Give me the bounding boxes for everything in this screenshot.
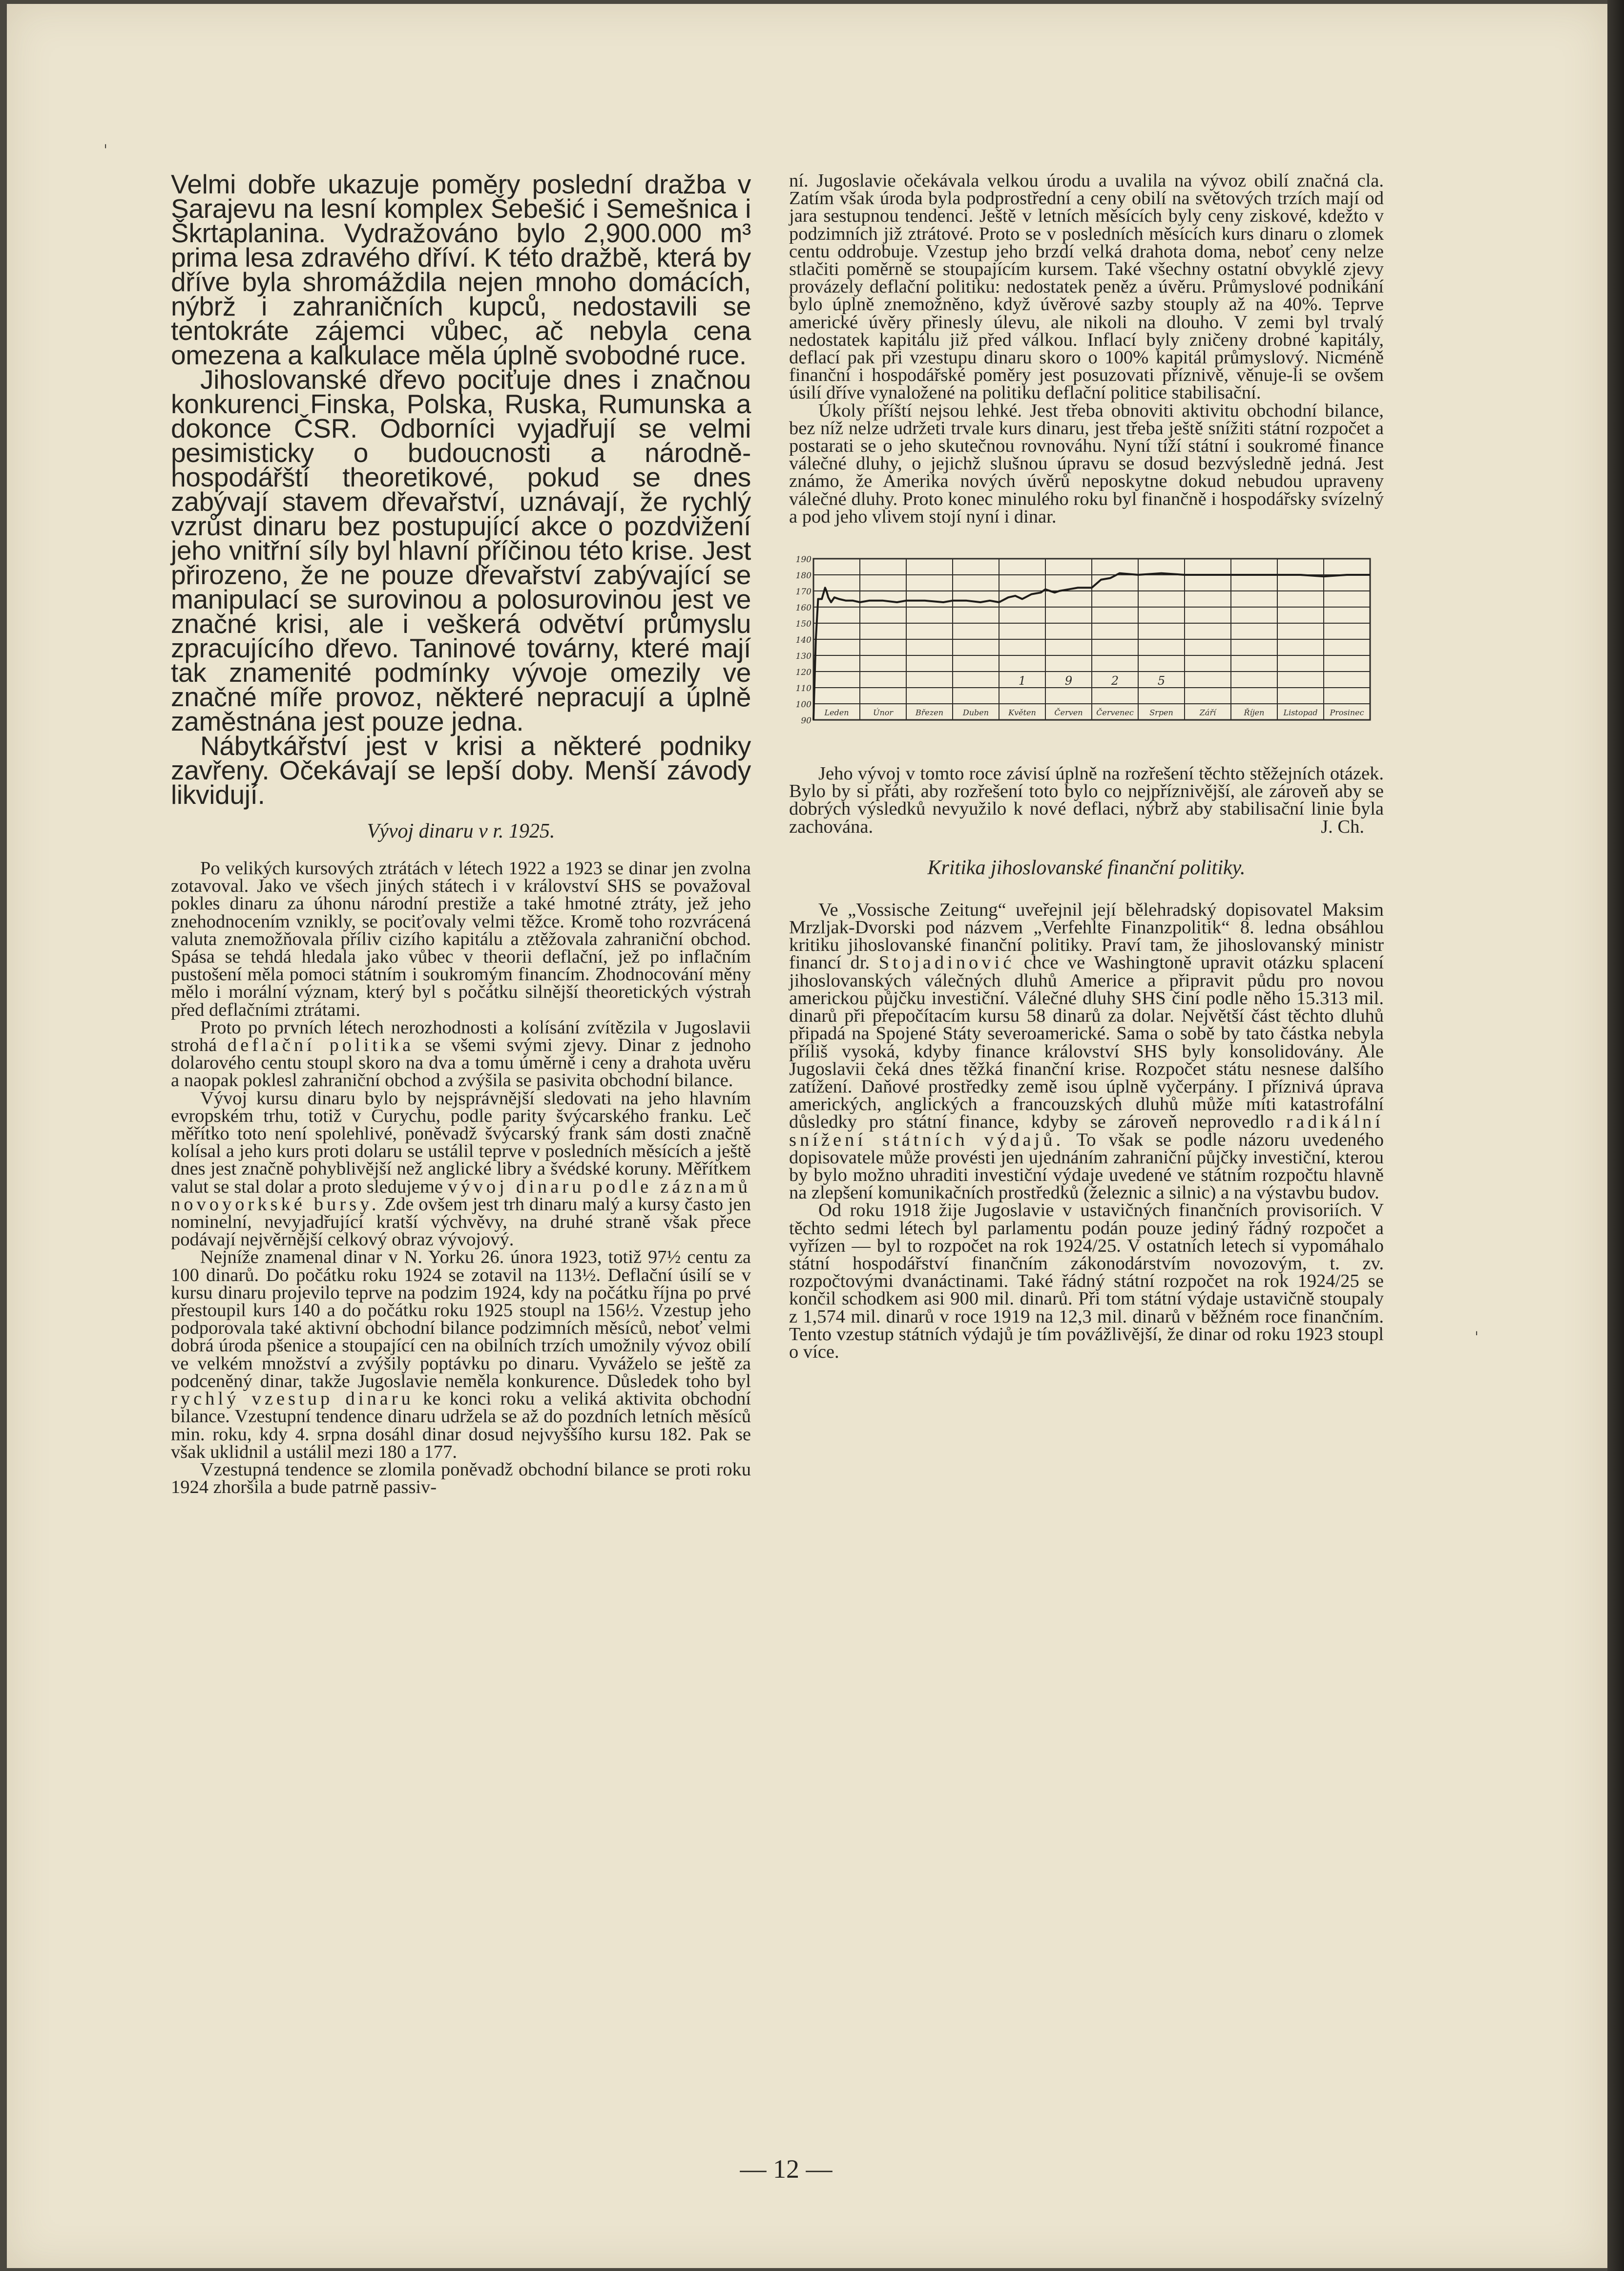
dinar-chart-svg: [789, 553, 1380, 743]
dinar-article: [171, 860, 751, 1496]
chart-year-digit: 9: [1064, 674, 1073, 688]
binding-edge: [1607, 0, 1624, 2271]
spaced-name: Stojadinović: [878, 952, 1015, 973]
chart-year-digit: 2: [1111, 674, 1119, 688]
chart-commentary: [789, 765, 1384, 836]
x-tick-label: Září: [1199, 708, 1216, 717]
x-tick-label: Květen: [1008, 708, 1036, 717]
y-tick-label: 100: [795, 700, 812, 710]
paragraph: Úkoly příští nejsou lehké. Jest třeba obnoviti aktivitu obchodní bilance, bez níž nelze udržeti trvale kurs dinaru, jest třeba ještě snížiti státní rozpočet a postarati se o jeho skutečnou rovnováhu. Nyní tíží státní i soukromé finance válečné dluhy, o jejichž slušnou úpravu se dosud bezvýsledně jedná. Jest známo, že Amerika nových úvěrů neposkytne dokud nebudou upraveny válečné dluhy. Proto konec minulého roku byl finančně i hospodářsky svízelný a pod jeho vlivem stojí nyní i dinar.: [789, 400, 1384, 527]
x-tick-label: Červenec: [1096, 708, 1134, 717]
x-tick-label: Říjen: [1244, 708, 1265, 717]
paragraph: ní. Jugoslavie očekávala velkou úrodu a uvalila na vývoz obilí značná cla. Zatím však úroda byla podprostřední a ceny obilí na světových trzích mají od jara sestupnou tendenci. Ještě v letních měsících byly ceny ziskové, kdežto v podzimních již ztrátové. Proto se v posledních měsících kurs dinaru o zlomek centu oddrobuje. Vzestup jeho brzdí velká drahota doma, neboť ceny nelze stlačiti poměrně se stoupajícím kursem. Také všechny ostatní obvyklé zjevy provázely deflační politiku: nedostatek peněz a úvěru. Průmyslové podnikání bylo úplně znemožněno, když úvěrové sazby stouply až na 40%. Teprve americké úvěry přinesly úlevu, ale nikoli na dlouho. V zemi byl trvalý nedostatek kapitálu již před válkou. Inflací byly zničeny drobné kapitály, deflací pak při vzestupu dinaru skoro o 100% kapitál průmyslový. Nicméně finanční i hospodářské poměry jest posuzovati příznivě, věnuje-li se ovšem úsilí dříve vynaložené na politiku deflační politice stabilisační.: [789, 170, 1384, 403]
chart-year-digit: 5: [1157, 674, 1166, 688]
y-tick-label: 190: [795, 555, 812, 565]
spaced-emphasis: deflační politika: [227, 1035, 415, 1056]
author-signature: J. Ch.: [1321, 816, 1364, 837]
intro-paragraph: Velmi dobře ukazuje poměry poslední dražba v Sarajevu na lesní komplex Šebešić i Semešnica i Škrtaplanina. Vydražováno bylo 2,900.000 m³ prima lesa zdravého dříví. K této dražbě, která by dříve byla shromáždila nejen mnoho domácích, nýbrž i zahraničních kupců, nedostavili se tentokráte zájemci vůbec, ač nebyla cena omezena a kalkulace měla úplně svobodné ruce.: [171, 169, 751, 370]
spaced-emphasis: radikální snížení státních výdajů.: [789, 1112, 1384, 1150]
y-tick-label: 160: [795, 603, 812, 613]
right-column: [789, 172, 1384, 1361]
y-tick-label: 130: [795, 652, 812, 662]
y-tick-label: 110: [795, 684, 812, 694]
criticism-article: [789, 901, 1384, 1361]
x-tick-label: Srpen: [1149, 708, 1173, 717]
section-heading: Kritika jihoslovanské finanční politiky.: [927, 856, 1246, 879]
intro-section: [171, 169, 751, 810]
left-column: [171, 169, 751, 1498]
x-tick-label: Únor: [873, 708, 894, 717]
paragraph: Vývoj kursu dinaru bylo by nejsprávnější sledovati na jeho hlavním evropském trhu, totiž v Curychu, podle parity švýcarského franku. Leč měřítko toto není spolehlivé, poněvadž švýcarský frank sám dosti značně kolísal a jeho kurs proti dolaru se ustálil teprve v posledních měsících a ještě dnes jest značně pohyblivější než anglické libry a švédské koruny. Měřítkem valut se stal dolar a proto sledujeme vývoj dinaru podle záznamů novoyorkské bursy. Zde ovšem jest trh dinaru malý a kursy často jen nominelní, nevyjadřující kratší výchvěvy, na druhé straně však přece podávají nejvěrnější celkový obraz vývojový.: [171, 1088, 751, 1250]
paragraph: Jeho vývoj v tomto roce závisí úplně na rozřešení těchto stěžejních otázek. Bylo by si přáti, aby rozřešení toto bylo co nejpříznivější, ale zároveň aby se dobrých výsledků nevyužilo k nové deflaci, nýbrž aby stabilisační linie byla zachována. J. Ch.: [789, 763, 1384, 837]
y-tick-label: 120: [795, 668, 812, 678]
section-heading: Vývoj dinaru v r. 1925.: [367, 820, 555, 842]
dinar-article-continued: [789, 172, 1384, 526]
chart-year-digit: 1: [1018, 674, 1026, 688]
paragraph: Ve „Vossische Zeitung“ uveřejnil její bělehradský dopisovatel Maksim Mrzljak-Dvorski pod názvem „Verfehlte Finanzpolitik“ 8. ledna obsáhlou kritiku jihoslovanské finanční politiky. Praví tam, že jihoslovanský ministr financí dr. Stojadinović chce ve Washingtoně upravit otázku splacení jihoslovanských válečných dluhů Americe a připravit půdu pro novou americkou půjčku investiční. Válečné dluhy SHS činí podle něho 15.313 mil. dinarů při přepočítacím kursu 58 dinarů za dolar. Největší část těchto dluhů připadá na Spojené Státy severoamerické. Sama o sobě by tato částka nebyla příliš vysoká, kdyby finance království SHS byly konsolidovány. Ale Jugoslavii čeká dnes těžká finanční krise. Rozpočet státu nesnese dalšího zatížení. Daňové prostředky země isou úplně vyčerpány. I příznivá úprava amerických, anglických a francouzských dluhů může míti katastrofální důsledky pro státní finance, kdyby se zároveň neprovedlo radikální snížení státních výdajů. To však se podle názoru uvedeného dopisovatele může provésti jen ujednáním zahraniční půjčky investiční, kterou by bylo možno uhraditi investiční výdaje uvedené ve státním rozpočtu hlavně na zlepšení komunikačních prostředků (železnic a silnic) a na výstavbu budov.: [789, 899, 1384, 1203]
spaced-emphasis: rychlý vzestup dinaru: [171, 1388, 414, 1409]
intro-paragraph: Jihoslovanské dřevo pociťuje dnes i značnou konkurenci Finska, Polska, Ruska, Rumunska a dokonce ČSR. Odborníci vyjadřují se velmi pesimisticky o budoucnosti a národně-hospodářští theoretikové, pokud se dnes zabývají stavem dřevařství, uznávají, že rychlý vzrůst dinaru bez postupující akce o pozdvižení jeho vnitřní síly byl hlavní příčinou této krise. Jest přirozeno, že ne pouze dřevařství zabývající se manipulací se surovinou a polosurovinou jest ve značné krisi, ale i veškerá odvětví průmyslu zpracujícího dřevo. Taninové továrny, které mají tak znamenité podmínky vývoje omezily ve značné míře provoz, některé nepracují a úplně zaměstnána jest pouze jedna.: [171, 364, 751, 736]
x-tick-label: Prosinec: [1330, 708, 1364, 717]
dinar-chart: [789, 553, 1380, 743]
paragraph: Vzestupná tendence se zlomila poněvadž obchodní bilance se proti roku 1924 zhoršila a bude patrně passiv-: [171, 1459, 751, 1498]
paragraph: Proto po prvních létech nerozhodnosti a kolísání zvítězila v Jugoslavii strohá deflační politika se všemi svými zjevy. Dinar z jednoho dolarového centu stoupl skoro na dva a tomu úměrně i ceny a drahota uvěru a naopak poklesl zahraniční obchod a zvýšila se pasivita obchodní bilance.: [171, 1017, 751, 1091]
paragraph: Po velikých kursových ztrátách v létech 1922 a 1923 se dinar jen zvolna zotavoval. Jako ve všech jiných státech i v království SHS se považoval pokles dinaru za úhonu národní prestiže a také hmotné ztráty, jež jeho znehodnocením vznikly, se pociťovaly velmi těžce. Kromě toho rozvrácená valuta znemožňovala příliv cizího kapitálu a ztěžovala zahraniční obchod. Spása se tehdá hledala jako vůbec v theorii deflační, jež po inflačním pustošení měla pomoci státním i soukromým financím. Zhodnocování měny mělo i morální význam, který byl s počátku silnější theoretických výstrah před deflačními ztrátami.: [171, 858, 751, 1020]
y-tick-label: 140: [795, 635, 812, 646]
stray-mark: ˌ: [104, 133, 108, 150]
x-tick-label: Duben: [962, 708, 989, 717]
paragraph: Od roku 1918 žije Jugoslavie v ustavičných finančních provisoriích. V těchto sedmi létech byl parlamentu podán pouze jediný řádný rozpočet a vyřízen — byl to rozpočet na rok 1924/25. V ostatních letech si vypomáhalo státní hospodářství finančním zákonodárstvím novozovým, t. zv. rozpočtovými dvanáctinami. Také řádný státní rozpočet na rok 1924/25 se končil schodkem asi 900 mil. dinarů. Při tom státní výdaje ustavičně stoupaly z 1,574 mil. dinarů v roce 1919 na 12,3 mil. dinarů v běžném roce finančním. Tento vzestup státních výdajů je tím povážlivější, že dinar od roku 1923 stoupl o více.: [789, 1200, 1384, 1362]
stray-mark: ˈ: [1475, 1329, 1479, 1346]
y-tick-label: 90: [801, 716, 812, 726]
x-tick-label: Listopad: [1283, 708, 1318, 717]
page-number: — 12 —: [740, 2154, 833, 2184]
y-tick-label: 150: [795, 619, 812, 630]
x-tick-label: Březen: [915, 708, 944, 717]
spaced-emphasis: vývoj dinaru podle záznamů novoyorkské bursy.: [171, 1176, 751, 1215]
paragraph: Nejníže znamenal dinar v N. Yorku 26. února 1923, totiž 97½ centu za 100 dinarů. Do počátku roku 1924 se zotavil na 113½. Deflační úsilí se v kursu dinaru projevilo teprve na podzim 1924, kdy na počátku října po prvé přestoupil kurs 140 a do počátku roku 1925 stoupl na 156½. Vzestup jeho podporovala také aktivní obchodní bilance podzimních měsíců, neboť velmi dobrá úroda pšenice a stoupající cen na obilních trzích umožnily vývoz obilí ve velkém množství a zvýšily poptávku po dinaru. Vyváželo se ještě za podceněný dinar, takže Jugoslavie neměla konkurence. Důsledek toho byl rychlý vzestup dinaru ke konci roku a veliká aktivita obchodní bilance. Vzestupní tendence dinaru udržela se až do pozdních letních měsíců min. roku, kdy 4. srpna dosáhl dinar dosud nejvyššího kursu 182. Pak se však uklidnil a ustálil mezi 180 a 177.: [171, 1247, 751, 1462]
intro-paragraph: Nábytkářství jest v krisi a některé podniky zavřeny. Očekávají se lepší doby. Menší závody likvidují.: [171, 731, 751, 810]
x-tick-label: Červen: [1054, 708, 1083, 717]
y-tick-label: 180: [795, 571, 812, 581]
y-tick-label: 170: [795, 587, 812, 597]
x-tick-label: Leden: [824, 708, 849, 717]
